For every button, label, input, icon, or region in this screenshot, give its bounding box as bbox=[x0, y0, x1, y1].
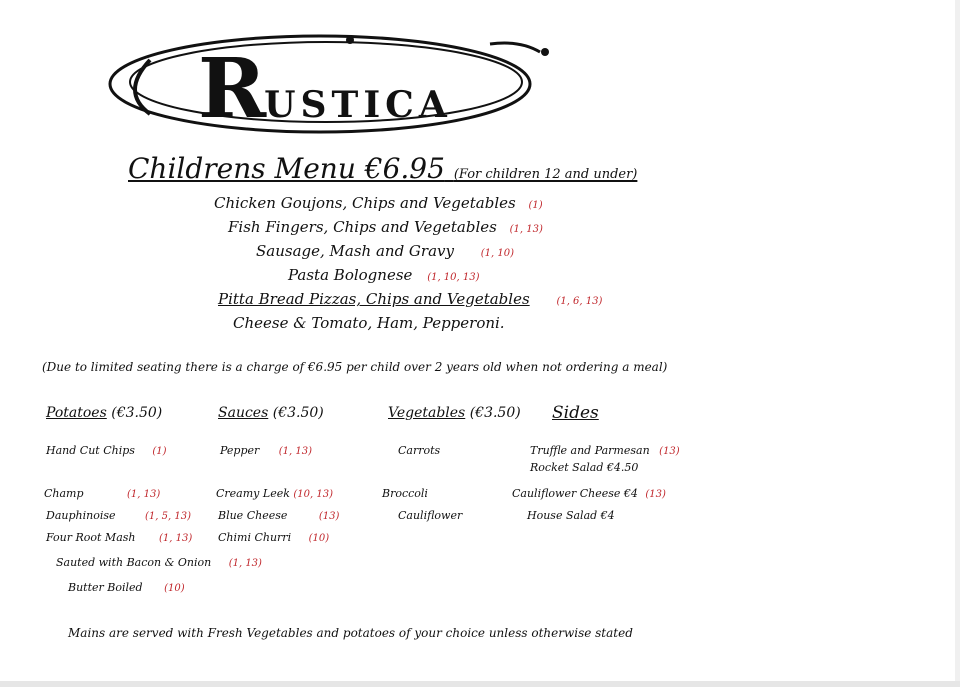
kids-item-name: Pitta Bread Pizzas, Chips and Vegetables bbox=[218, 290, 530, 308]
item-name: Cauliflower Cheese €4 bbox=[512, 487, 638, 500]
item-name: Dauphinoise bbox=[46, 509, 116, 522]
allergen-codes: (10) bbox=[308, 533, 330, 544]
sauce-item bbox=[218, 531, 329, 544]
kids-item bbox=[256, 242, 514, 260]
vegetables-header bbox=[388, 405, 521, 421]
potatoes-header bbox=[46, 405, 162, 421]
allergen-codes: (1, 13) bbox=[509, 224, 543, 235]
menu-title-note: (For children 12 and under) bbox=[453, 167, 638, 182]
seating-note: (Due to limited seating there is a charge of €6.95 per child over 2 years old when not ordering a meal) bbox=[42, 360, 668, 374]
kids-item-name: Sausage, Mash and Gravy bbox=[256, 242, 454, 260]
allergen-codes: (1, 10) bbox=[480, 248, 515, 259]
side-item bbox=[512, 487, 666, 500]
kids-item-name: Pasta Bolognese bbox=[288, 266, 413, 284]
vegetable-item: Carrots bbox=[398, 444, 441, 457]
kids-item bbox=[288, 266, 480, 284]
header-label: Vegetables bbox=[388, 405, 466, 421]
item-name: Butter Boiled bbox=[68, 581, 143, 594]
logo-rest: USTICA bbox=[264, 84, 452, 126]
vegetable-item: Broccoli bbox=[382, 487, 428, 500]
item-name: Champ bbox=[44, 487, 84, 500]
item-name: Truffle and Parmesan bbox=[530, 444, 650, 457]
allergen-codes: (1) bbox=[528, 200, 543, 211]
item-name: Blue Cheese bbox=[218, 509, 288, 522]
header-price: (€3.50) bbox=[268, 405, 324, 421]
header-label: Potatoes bbox=[46, 405, 107, 421]
allergen-codes: (1, 13) bbox=[159, 533, 193, 544]
allergen-codes: (1, 5, 13) bbox=[145, 511, 191, 522]
kids-item-name: Chicken Goujons, Chips and Vegetables bbox=[214, 194, 516, 212]
item-name: Creamy Leek bbox=[216, 487, 290, 500]
potato-item bbox=[46, 509, 191, 522]
menu-title bbox=[128, 152, 637, 185]
kids-item bbox=[214, 194, 543, 212]
item-name: Chimi Churri bbox=[218, 531, 292, 544]
vegetable-item: Cauliflower bbox=[398, 509, 463, 522]
logo-initial: R bbox=[198, 41, 265, 137]
sauce-item bbox=[218, 509, 339, 522]
side-item bbox=[527, 509, 615, 522]
potato-item bbox=[44, 487, 160, 500]
footer-note: Mains are served with Fresh Vegetables and potatoes of your choice unless otherwise stated bbox=[68, 626, 633, 640]
item-name: Hand Cut Chips bbox=[46, 444, 135, 457]
item-name: Pepper bbox=[220, 444, 260, 457]
header-price: (€3.50) bbox=[465, 405, 521, 421]
bottom-edge-strip bbox=[0, 681, 960, 687]
kids-item-name: Cheese & Tomato, Ham, Pepperoni. bbox=[233, 314, 505, 332]
kids-item-name: Fish Fingers, Chips and Vegetables bbox=[228, 218, 497, 236]
sauce-item bbox=[216, 487, 333, 500]
item-name: Four Root Mash bbox=[46, 531, 136, 544]
potato-item bbox=[46, 444, 167, 457]
side-item bbox=[530, 444, 680, 457]
sauce-item bbox=[220, 444, 312, 457]
allergen-codes: (10, 13) bbox=[293, 489, 333, 500]
sauces-header bbox=[218, 405, 324, 421]
kids-item bbox=[218, 290, 602, 308]
allergen-codes: (10) bbox=[164, 583, 185, 594]
side-item bbox=[530, 461, 638, 474]
allergen-codes: (13) bbox=[659, 446, 680, 457]
allergen-codes: (1, 10, 13) bbox=[427, 272, 480, 283]
item-name: Sauted with Bacon & Onion bbox=[56, 556, 212, 569]
item-name: Rocket Salad €4.50 bbox=[530, 461, 639, 474]
allergen-codes: (1) bbox=[152, 446, 167, 457]
sides-header: Sides bbox=[552, 403, 599, 423]
right-edge-strip bbox=[955, 0, 960, 687]
header-price: (€3.50) bbox=[106, 405, 163, 421]
allergen-codes: (1, 13) bbox=[127, 489, 161, 500]
allergen-codes: (1, 6, 13) bbox=[556, 296, 603, 307]
allergen-codes: (13) bbox=[318, 511, 340, 522]
potato-item bbox=[56, 556, 262, 569]
potato-item bbox=[68, 581, 185, 594]
allergen-codes: (1, 13) bbox=[228, 558, 262, 569]
potato-item bbox=[46, 531, 192, 544]
allergen-codes: (13) bbox=[645, 489, 666, 500]
kids-item bbox=[228, 218, 543, 236]
item-name: House Salad €4 bbox=[527, 509, 615, 522]
kids-item bbox=[233, 314, 505, 332]
allergen-codes: (1, 13) bbox=[278, 446, 313, 457]
brand-logo bbox=[198, 41, 452, 137]
header-label: Sauces bbox=[218, 405, 269, 421]
menu-title-main: Childrens Menu €6.95 bbox=[128, 152, 445, 185]
